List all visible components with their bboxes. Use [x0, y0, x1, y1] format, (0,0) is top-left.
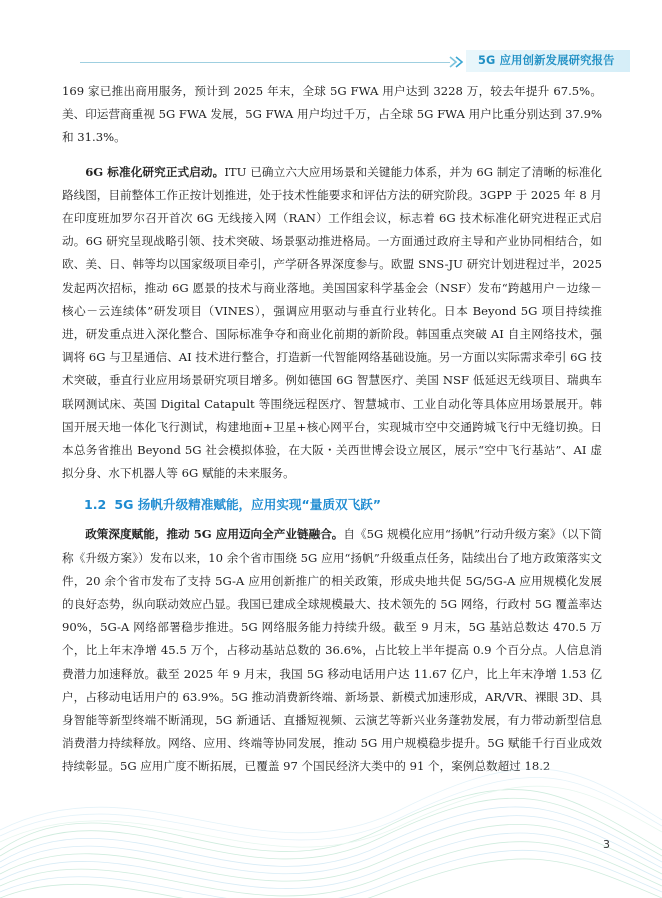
report-title: 5G 应用创新发展研究报告 [478, 54, 615, 67]
running-header [0, 0, 662, 72]
paragraph-text: 自《5G 规模化应用“扬帆”行动升级方案》（以下简称《升级方案》）发布以来，10 余个省市围绕 5G 应用“扬帆”升级重点任务，陆续出台了地方政策落实文件，20 余个省市发布了支持 5G-A 应用创新推广的相关政策，形成央地共促 5G/5G-A 应用规模化发展的良好态势，纵向联动效应凸显。我国已建成全球规模最大、技术领先的 5G 网络，行政村 5G 覆盖率达 90%，5G-A 网络部署稳步推进。5G 网络服务能力持续升级。截至 9 月末，5G 基站总数达 470.5 万个，比上年末净增 45.5 万个，占移动基站总数的 36.6%，占比较上半年提高 0.9 个百分点。人信息消费潜力加速释放。截至 2025 年 9 月末，我国 5G 移动电话用户达 11.67 亿户，比上年末净增 1.53 亿户，占移动电话用户的 63.9%。5G 推动消费新终端、新场景、新模式加速形成，AR/VR、裸眼 3D、具身智能等新型终端不断涌现，5G 新通话、直播短视频、云演艺等新兴业务蓬勃发展，有力带动新型信息消费潜力持续释放。网络、应用、终端等协同发展，推动 5G 用户规模稳步提升。5G 赋能千行百业成效持续彰显。5G 应用广度不断拓展，已覆盖 97 个国民经济大类中的 91 个，案例总数超过 18.2 [62, 527, 602, 774]
paragraph-text: ITU 已确立六大应用场景和关键能力体系，并为 6G 制定了清晰的标准化路线图，目前整体工作正按计划推进，处于技术性能要求和评估方法的研究阶段。3GPP 于 2025 年 8 月在印度班加罗尔召开首次 6G 无线接入网（RAN）工作组会议，标志着 6G 技术标准化研究进程正式启动。6G 研究呈现战略引领、技术突破、场景驱动推进格局。一方面通过政府主导和产业协同相结合，如欧、美、日、韩等均以国家级项目牵引，产学研各界深度参与。欧盟 SNS-JU 研究计划进程过半，2025 发起两次招标，推动 6G 愿景的技术与商业落地。美国国家科学基金会（NSF）发布“跨越用户－边缘－核心－云连续体”研发项目（VINES），强调应用驱动与垂直行业转化。日本 Beyond 5G 项目持续推进，研发重点进入深化整合、国际标准争夺和商业化前期的新阶段。韩国重点突破 AI 自主网络技术，强调将 6G 与卫星通信、AI 技术进行整合，打造新一代智能网络基础设施。另一方面以实际需求牵引 6G 技术突破，垂直行业应用场景研究项目增多。例如德国 6G 智慧医疗、美国 NSF 低延迟无线项目、瑞典车联网测试床、英国 Digital Catapult 等围绕远程医疗、智慧城市、工业自动化等具体应用场景展开。韩国开展天地一体化飞行测试，构建地面+卫星+核心网平台，实现城市空中交通跨城飞行中无缝切换。日本总务省推出 Beyond 5G 社会模拟体验，在大阪・关西世博会设立展区，展示“空中飞行基站”、AI 虚拟分身、水下机器人等 6G 赋能的未来服务。 [62, 164, 603, 481]
paragraph-lead: 6G 标准化研究正式启动。 [85, 164, 225, 179]
decorative-waves [0, 700, 662, 898]
section-number: 1.2 [84, 497, 107, 513]
header-chevron-icon [448, 56, 466, 68]
paragraph-text: 169 家已推出商用服务，预计到 2025 年末，全球 5G FWA 用户达到 3228 万，较去年提升 67.5%。美、印运营商重视 5G FWA 发展，5G FWA 用户均过千万，占全球 5G FWA 用户比重分别达到 37.9%和 31.3%。 [62, 84, 602, 145]
paragraph-lead: 政策深度赋能，推动 5G 应用迈向全产业链融合。 [85, 527, 344, 542]
page-body [62, 80, 602, 779]
paragraph-6g-standardization [62, 161, 602, 486]
page-number: 3 [603, 838, 610, 851]
paragraph-continuation [62, 80, 602, 150]
section-heading [84, 494, 602, 516]
section-title: 5G 扬帆升级精准赋能，应用实现“量质双飞跃” [114, 497, 382, 513]
header-rule [80, 62, 450, 63]
